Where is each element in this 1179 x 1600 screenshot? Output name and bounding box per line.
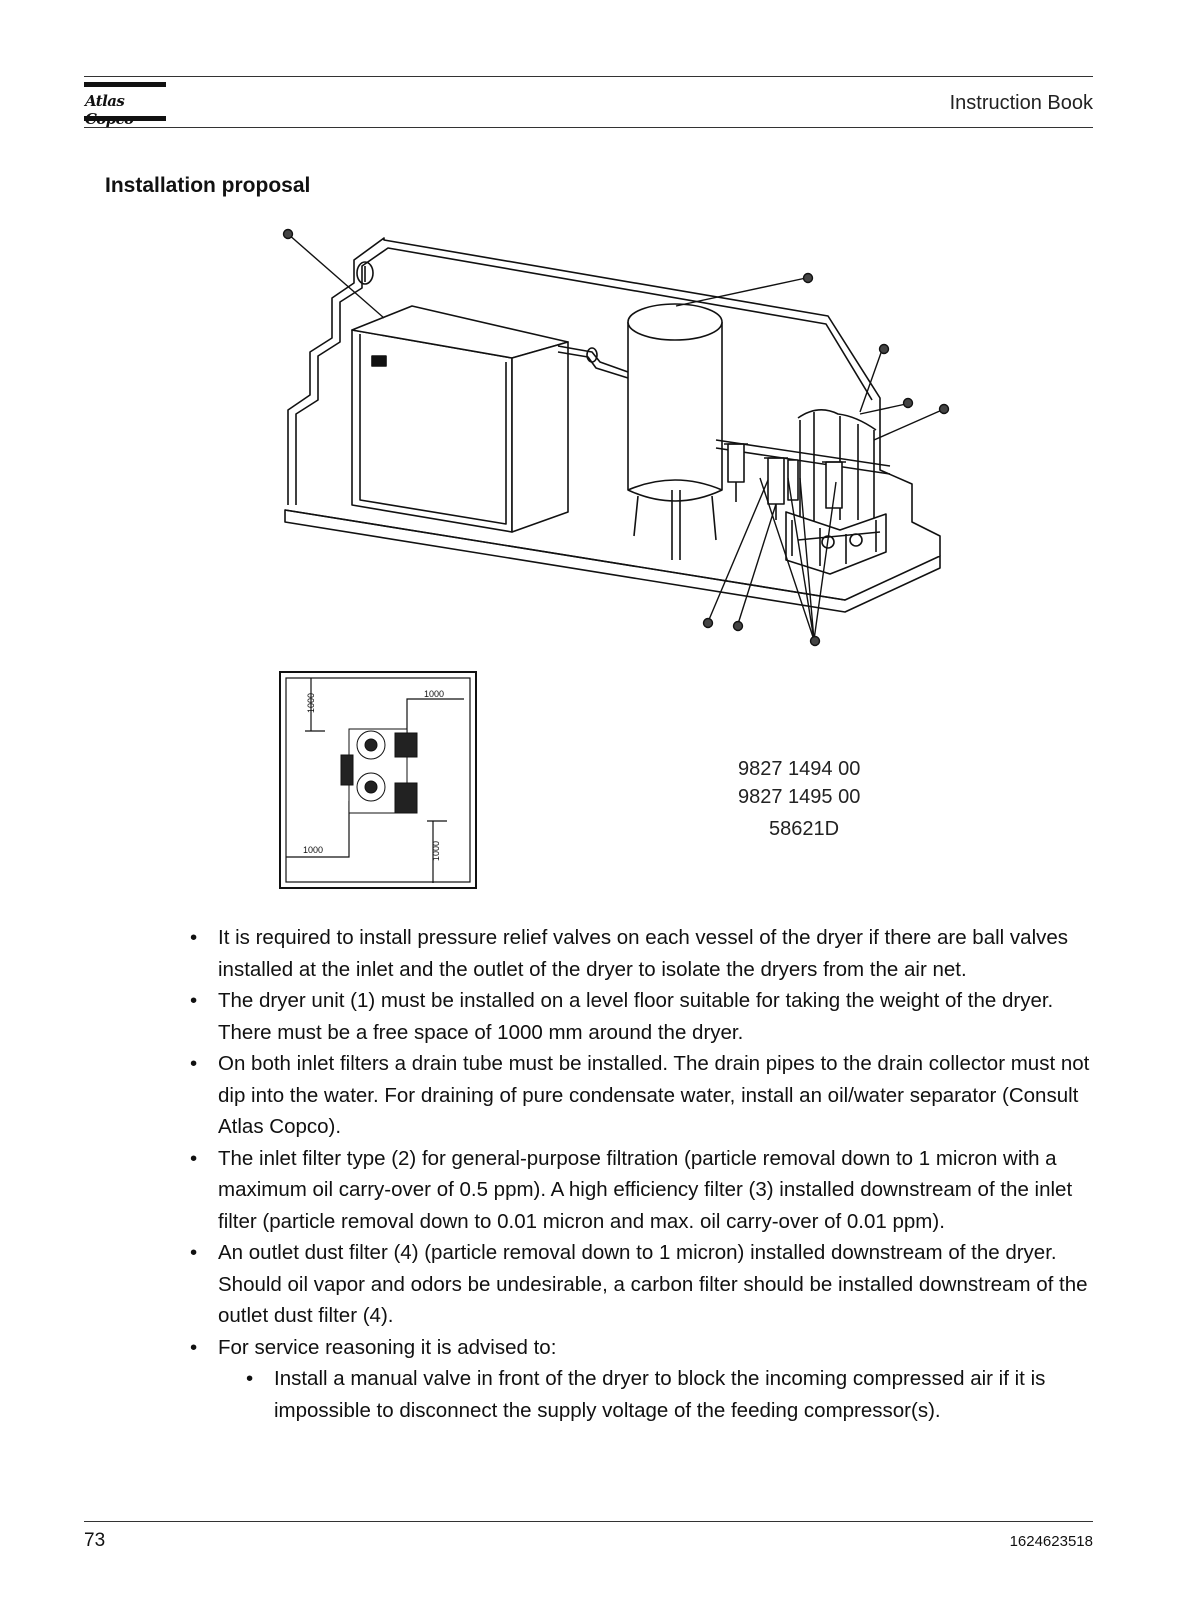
- list-item: [190, 922, 1090, 985]
- part-numbers: [738, 755, 860, 843]
- bullet-icon: •: [246, 1367, 254, 1390]
- atlas-copco-logo: [84, 82, 166, 124]
- part-number-2: 9827 1495 00: [738, 786, 861, 808]
- list-item-text: On both inlet filters a drain tube must be installed. The drain pipes to the drain collector must not dip into the water. For draining of pure condensate water, install an oil/water separator (Consult Atlas Copco).: [218, 1052, 1090, 1138]
- bullet-icon: •: [190, 1335, 198, 1359]
- logo-bottom-bar: [84, 116, 166, 121]
- list-item-text: It is required to install pressure relief valves on each vessel of the dryer if there are ball valves installed at the inlet and the outlet of the dryer to isolate the dryers from the air net.: [218, 926, 1069, 981]
- list-item: [190, 1332, 1090, 1427]
- sub-list: [218, 1363, 1090, 1426]
- list-item: [190, 1048, 1090, 1143]
- bullet-icon: •: [190, 989, 198, 1012]
- part-number-1: 9827 1494 00: [738, 758, 861, 780]
- list-item-text: An outlet dust filter (4) (particle removal down to 1 micron) installed downstream of the dryer. Should oil vapor and odors be undesirable, a carbon filter should be installed downstream of the outlet dust filter (4).: [218, 1241, 1088, 1327]
- sub-list-item: [246, 1363, 1090, 1426]
- clearance-inset-diagram: [279, 671, 477, 889]
- bullet-icon: •: [190, 1052, 198, 1075]
- section-title: Installation proposal: [105, 174, 311, 197]
- list-item-text: The inlet filter type (2) for general-purpose filtration (particle removal down to 1 micron with a maximum oil carry-over of 0.5 ppm). A high efficiency filter (3) installed downstream of the inlet filter (particle removal down to 0.01 micron and max. oil carry-over of 0.01 ppm).: [218, 1146, 1073, 1233]
- header-top-rule: [84, 76, 1093, 77]
- installation-notes-list: [190, 922, 1090, 1426]
- inset-dim-label-2: 1000: [424, 689, 445, 699]
- bullet-icon: •: [190, 1241, 198, 1264]
- document-number: 1624623518: [1009, 1533, 1093, 1550]
- inset-dim-label-4: 1000: [431, 840, 441, 861]
- inset-dim-label-3: 1000: [303, 845, 324, 855]
- header-bottom-rule: [84, 127, 1093, 128]
- logo-wordmark: Atlas: [85, 92, 125, 110]
- inset-dim-label-1: 1000: [306, 692, 316, 713]
- list-item: [190, 1143, 1090, 1238]
- installation-diagram: [270, 222, 960, 652]
- figure-code: 58621D: [769, 818, 840, 840]
- footer-rule: [84, 1521, 1093, 1522]
- list-item-text: For service reasoning it is advised to:: [218, 1335, 557, 1359]
- logo-top-bar: [84, 82, 166, 87]
- sub-list-item-text: Install a manual valve in front of the dryer to block the incoming compressed air if it is impossible to disconnect the supply voltage of the feeding compressor(s).: [274, 1367, 1046, 1422]
- document-title: Instruction Book: [949, 92, 1093, 114]
- page-number: 73: [84, 1530, 106, 1551]
- list-item-text: The dryer unit (1) must be installed on a level floor suitable for taking the weight of the dryer. There must be a free space of 1000 mm around the dryer.: [218, 989, 1054, 1044]
- bullet-icon: •: [190, 926, 198, 949]
- list-item: [190, 985, 1090, 1048]
- list-item: [190, 1237, 1090, 1332]
- bullet-icon: •: [190, 1146, 198, 1170]
